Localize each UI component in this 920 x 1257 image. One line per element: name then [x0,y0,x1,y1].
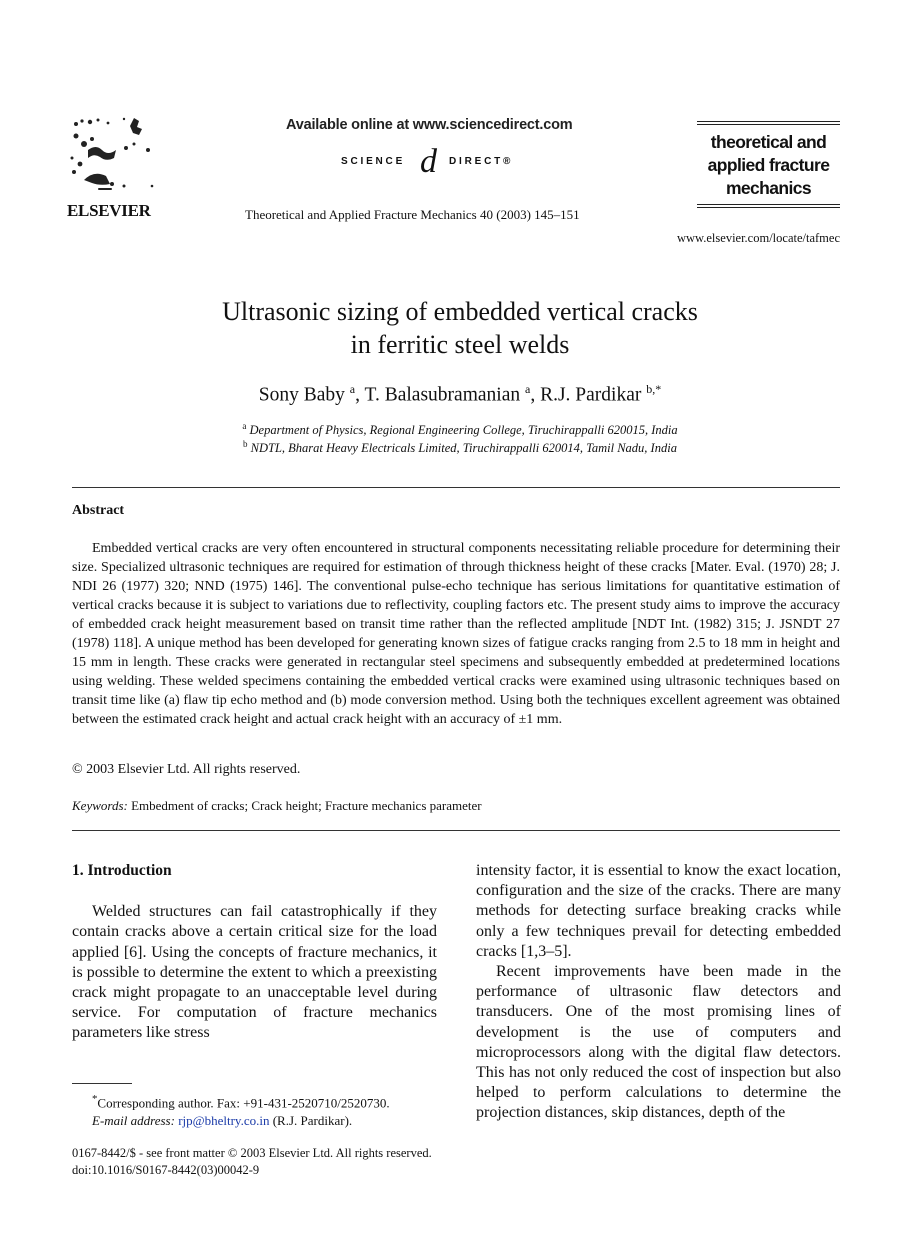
abstract-heading: Abstract [72,503,125,518]
author-list [0,382,920,407]
divider [72,830,840,831]
abstract-body [72,539,840,729]
author-name: R.J. Pardikar [540,384,642,406]
author-separator: , [355,384,365,406]
divider [72,487,840,488]
publisher-name: ELSEVIER [67,201,151,220]
journal-title [697,131,840,200]
keywords [72,798,482,814]
email-suffix: (R.J. Pardikar). [272,1113,353,1129]
abstract-copyright: © 2003 Elsevier Ltd. All rights reserved. [72,762,301,777]
keywords-label: Keywords: [72,798,128,813]
author-affiliation-mark[interactable]: b,* [646,382,662,396]
body-right-column [476,861,841,1124]
article-title [0,295,920,361]
affiliation-b [0,439,920,456]
journal-citation: Theoretical and Applied Fracture Mechanics 40 (2003) 145–151 [245,207,580,222]
sciencedirect-mark-icon: d [420,143,437,180]
corresponding-author-text: Corresponding author. Fax: +91-431-2520710/2520730. [97,1095,390,1111]
affiliation-mark: a [242,421,247,431]
journal-title-box [697,121,840,210]
journal-title-line-3: mechanics [725,178,812,199]
keywords-text: Embedment of cracks; Crack height; Fracture mechanics parameter [131,798,482,813]
elsevier-tree-logo [68,114,160,202]
sciencedirect-right-text: DIRECT® [449,156,514,167]
issn-line: 0167-8442/$ - see front matter © 2003 Elsevier Ltd. All rights reserved. [72,1146,432,1160]
section-heading: 1. Introduction [72,862,172,879]
author-affiliation-mark[interactable]: a [524,382,531,396]
author-name: T. Balasubramanian [364,384,521,406]
available-online-text: Available online at www.sciencedirect.com [286,117,573,133]
title-line-1: Ultrasonic sizing of embedded vertical cracks [222,297,698,326]
email-link[interactable]: rjp@bheltry.co.in [178,1113,270,1129]
affiliation-a [0,421,920,438]
doi-link[interactable]: doi:10.1016/S0167-8442(03)00042-9 [72,1163,260,1177]
author-separator: , [530,384,541,406]
body-paragraph: intensity factor, it is essential to know the exact location, configuration and the size of the cracks. There are many methods for detecting surface breaking cracks while only a few techniques prevail for detecting embedded cracks [1,3–5]. [476,862,841,960]
affiliation-mark: b [243,439,248,449]
author-name: Sony Baby [258,384,345,406]
affiliation-text: Department of Physics, Regional Engineering College, Tiruchirappalli 620015, India [249,423,678,438]
journal-url-link[interactable]: www.elsevier.com/locate/tafmec [676,231,840,245]
footnote-marker: * [92,1093,98,1105]
body-paragraph: Recent improvements have been made in the performance of ultrasonic flaw detectors and transducers. One of the most promising lines of development is the use of computers and microprocessors along with the digital flaw detectors. This has not only reduced the cost of inspection but also helped to perform calculations to determine the projection distances, skip distances, depth of the [476,963,841,1122]
email-label: E-mail address: [92,1113,175,1129]
journal-title-line-1: theoretical and [710,132,827,153]
sciencedirect-logo [341,143,551,182]
abstract-text: Embedded vertical cracks are very often encountered in structural components necessitating reliable procedure for determining their size. Specialized ultrasonic techniques are required for estimation of through thickness height of these cracks [Mater. Eval. (1970) 28; J. NDI 26 (1977) 320; NND (1975) 146]. The conventional pulse-echo technique has serious limitations for quantitative estimation of vertical cracks because it is subject to variations due to reflectivity, coupling factors etc. The present study aims to improve the accuracy of embedded crack height measurement based on transit time rather than the reflected amplitude [NDT Int. (1982) 315; J. JSNDT 27 (1978) 118]. A unique method has been developed for generating known sizes of fatigue cracks ranging from 2.5 to 18 mm in height and 15 mm in length. These cracks were generated in rectangular steel specimens and subsequently embedded at predetermined locations using welding. These welded specimens containing the embedded vertical cracks were examined using ultrasonic techniques based on transit time like (a) flaw tip echo method and (b) mode conversion method. Using both the techniques excellent agreement was obtained between the estimated crack height and actual crack height with an accuracy of ±1 mm. [72,541,840,727]
sciencedirect-left-text: SCIENCE [341,156,406,167]
bottom-info [72,1145,432,1179]
affiliation-text: NDTL, Bharat Heavy Electricals Limited, Tiruchirappalli 620014, Tamil Nadu, India [250,441,677,456]
author-affiliation-mark[interactable]: a [349,382,356,396]
footnote-divider [72,1083,132,1084]
footnote [92,1090,390,1130]
body-paragraph: Welded structures can fail catastrophically if they contain cracks above a certain critical size for the load applied [6]. Using the concepts of fracture mechanics, it is possible to determine the extent to which a preexisting crack might propagate to an unacceptable level during service. For computation of fracture mechanics parameters like stress [72,903,437,1042]
body-left-column [72,861,437,1044]
journal-title-line-2: applied fracture [707,155,830,176]
title-line-2: in ferritic steel welds [350,330,570,359]
